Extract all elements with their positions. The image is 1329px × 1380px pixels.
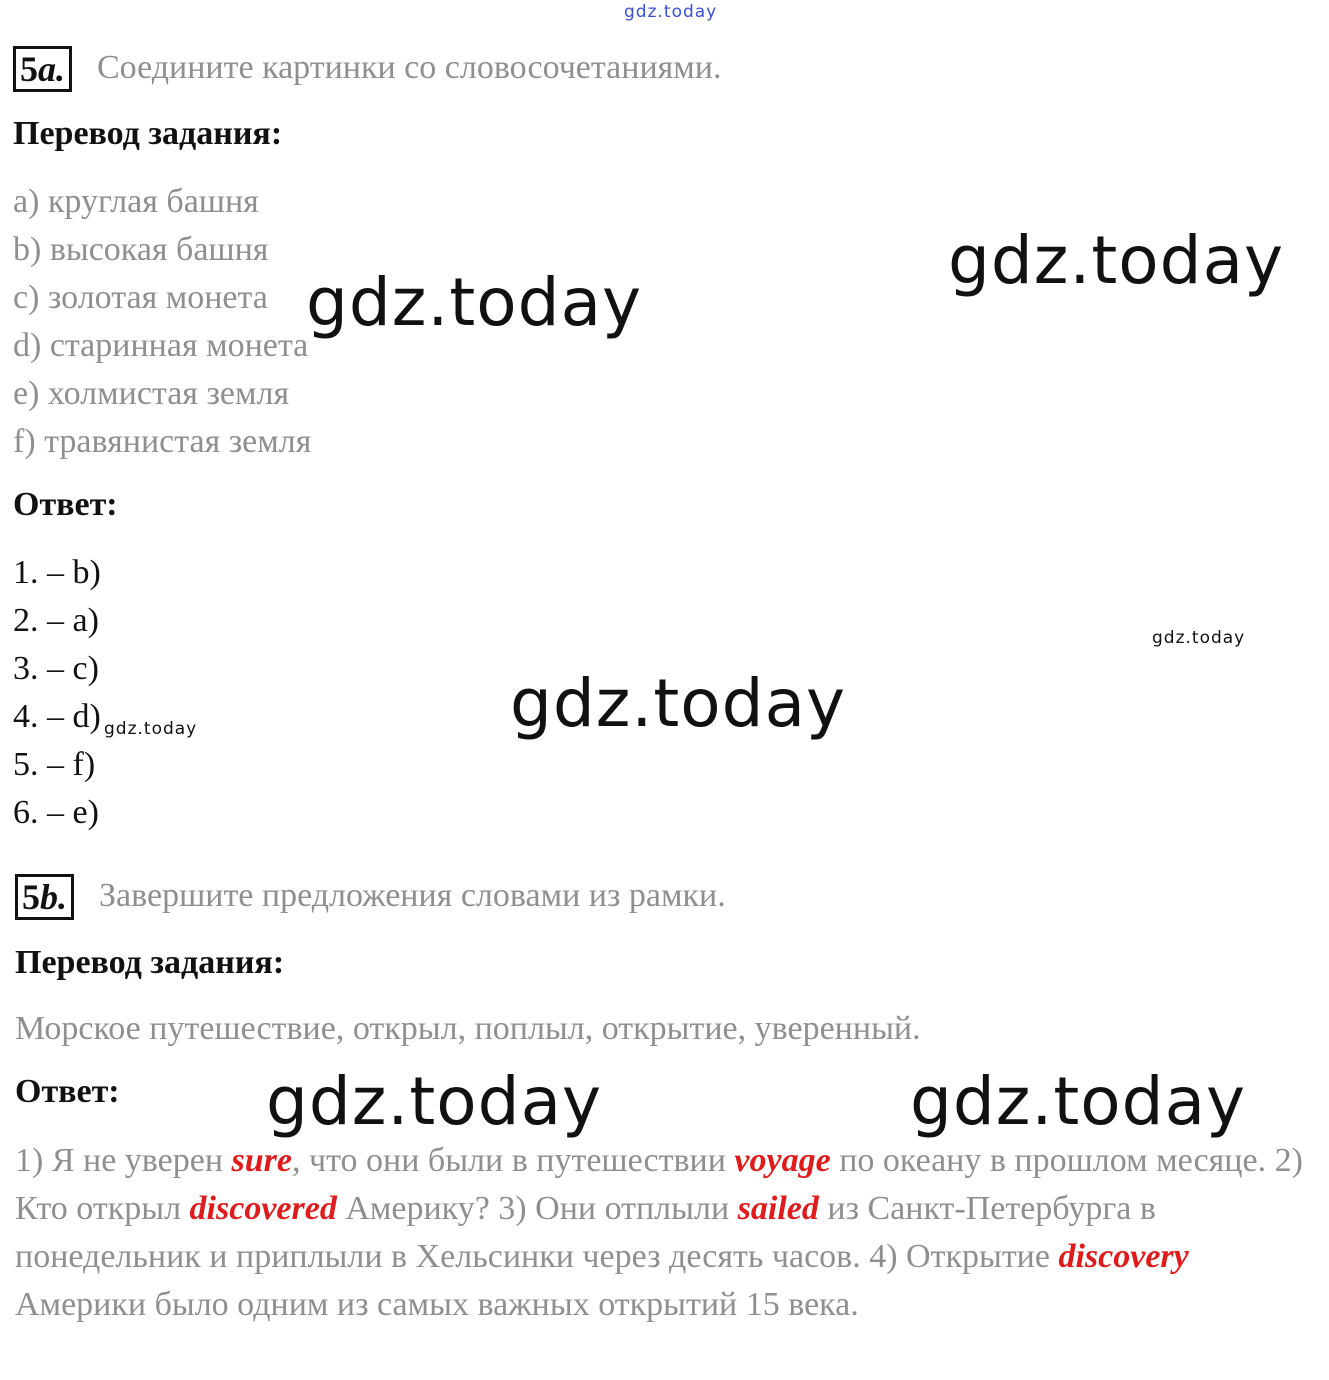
answer-highlight-word: sailed (737, 1190, 819, 1227)
watermark-small: gdz.today (1152, 628, 1246, 648)
answer-text-segment: Америки было одним из самых важных открытий 15 века. (15, 1286, 859, 1323)
exercise-5a-answer-heading: Ответ: (13, 486, 118, 523)
exercise-5b-answer-heading: Ответ: (15, 1073, 120, 1110)
exercise-5b-letter: b. (40, 877, 67, 917)
watermark-big: gdz.today (948, 222, 1285, 299)
exercise-5a-translation-heading: Перевод задания: (13, 115, 283, 152)
answer-4: 4. – d) (13, 698, 101, 735)
answer-3: 3. – c) (13, 650, 99, 687)
exercise-5a-instruction: Соедините картинки со словосочетаниями. (97, 49, 722, 86)
exercise-5a-items (13, 178, 311, 466)
watermark-big: gdz.today (510, 665, 847, 742)
exercise-5a-answers (13, 549, 101, 837)
answer-2: 2. – a) (13, 602, 99, 639)
watermark-big: gdz.today (306, 264, 643, 341)
item-e: e) холмистая земля (13, 375, 290, 412)
exercise-5a-number: 5 (20, 49, 38, 89)
item-a: a) круглая башня (13, 183, 259, 220)
item-f: f) травянистая земля (13, 423, 312, 460)
watermark-small: gdz.today (104, 719, 198, 739)
answer-text-segment: Америку? 3) Они отплыли (336, 1190, 738, 1227)
exercise-5a-letter: a. (38, 49, 65, 89)
answer-highlight-word: sure (231, 1142, 292, 1179)
answer-5: 5. – f) (13, 746, 96, 783)
answer-highlight-word: discovery (1058, 1238, 1189, 1275)
exercise-5b-instruction: Завершите предложения словами из рамки. (99, 877, 726, 914)
answer-1: 1. – b) (13, 554, 101, 591)
answer-text-segment: 1) Я не уверен (15, 1142, 232, 1179)
answer-highlight-word: discovered (189, 1190, 337, 1227)
answer-text-segment: , что они были в путешествии (292, 1142, 735, 1179)
watermark-top: gdz.today (624, 2, 718, 22)
exercise-5b-translation-heading: Перевод задания: (15, 944, 285, 981)
exercise-5b-number: 5 (22, 877, 40, 917)
watermark-big: gdz.today (266, 1063, 603, 1140)
exercise-5a-label (13, 46, 72, 92)
answer-text-segment: из Санкт-Петербурга в понедельник и приплыли в Хельсинки через десять часов. 4) Открытие (15, 1190, 1156, 1275)
item-b: b) высокая башня (13, 231, 269, 268)
watermark-big: gdz.today (910, 1063, 1247, 1140)
exercise-5b-label (15, 874, 74, 920)
exercise-5b-translation: Морское путешествие, открыл, поплыл, открытие, уверенный. (15, 1010, 921, 1047)
item-c: c) золотая монета (13, 279, 268, 316)
answer-6: 6. – e) (13, 794, 99, 831)
item-d: d) старинная монета (13, 327, 309, 364)
answer-highlight-word: voyage (734, 1142, 831, 1179)
exercise-5b-answer-text (15, 1137, 1315, 1329)
answer-text-segment: по океану в прошлом месяце. 2) Кто открыл (15, 1142, 1303, 1227)
